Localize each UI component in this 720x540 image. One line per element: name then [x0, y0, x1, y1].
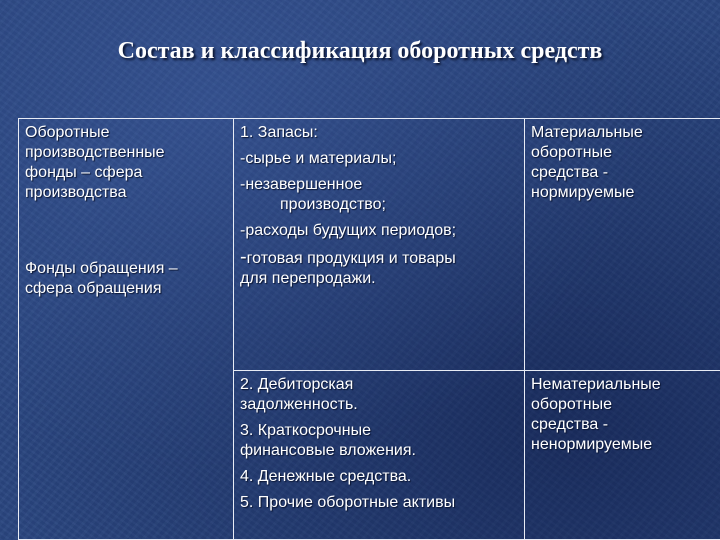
- text-line: средства -: [531, 164, 609, 181]
- text-line: оборотные: [531, 144, 612, 161]
- text-line: производственные: [25, 144, 165, 161]
- text-line: средства -: [531, 416, 609, 433]
- production-funds-text: [25, 123, 227, 203]
- nonmaterial-assets-cell: [525, 371, 720, 540]
- text-line: ненормируемые: [531, 436, 653, 453]
- classification-table: [18, 118, 720, 540]
- other-assets-cell: [234, 371, 525, 540]
- text-line: сфера обращения: [25, 280, 162, 297]
- text-line: Оборотные: [25, 124, 110, 141]
- text-line: Нематериальные: [531, 376, 661, 393]
- text-line: производства: [25, 184, 127, 201]
- circulation-funds-text: [25, 259, 227, 299]
- material-assets-cell: [525, 119, 720, 371]
- list-item: 3. Краткосрочные финансовые вложения.: [240, 422, 416, 459]
- list-item: 5. Прочие оборотные активы: [240, 494, 456, 511]
- list-item: -сырье и материалы;: [240, 150, 397, 167]
- table-row: [19, 119, 720, 371]
- inventory-heading: 1. Запасы:: [240, 124, 318, 141]
- text-line: Материальные: [531, 124, 643, 141]
- funds-category-cell: [19, 119, 234, 540]
- text-line: фонды – сфера: [25, 164, 143, 181]
- list-item: -расходы будущих периодов;: [240, 222, 457, 239]
- list-item: -готовая продукция и товары для перепродажи.: [240, 246, 456, 287]
- list-item: -незавершенное производство;: [240, 176, 386, 213]
- list-item: 2. Дебиторская задолженность.: [240, 376, 358, 413]
- text-line: Фонды обращения –: [25, 260, 178, 277]
- slide-title: Состав и классификация оборотных средств: [117, 38, 603, 64]
- text-line: оборотные: [531, 396, 612, 413]
- list-item: 4. Денежные средства.: [240, 468, 412, 485]
- text-line: нормируемые: [531, 184, 635, 201]
- inventory-cell: [234, 119, 525, 371]
